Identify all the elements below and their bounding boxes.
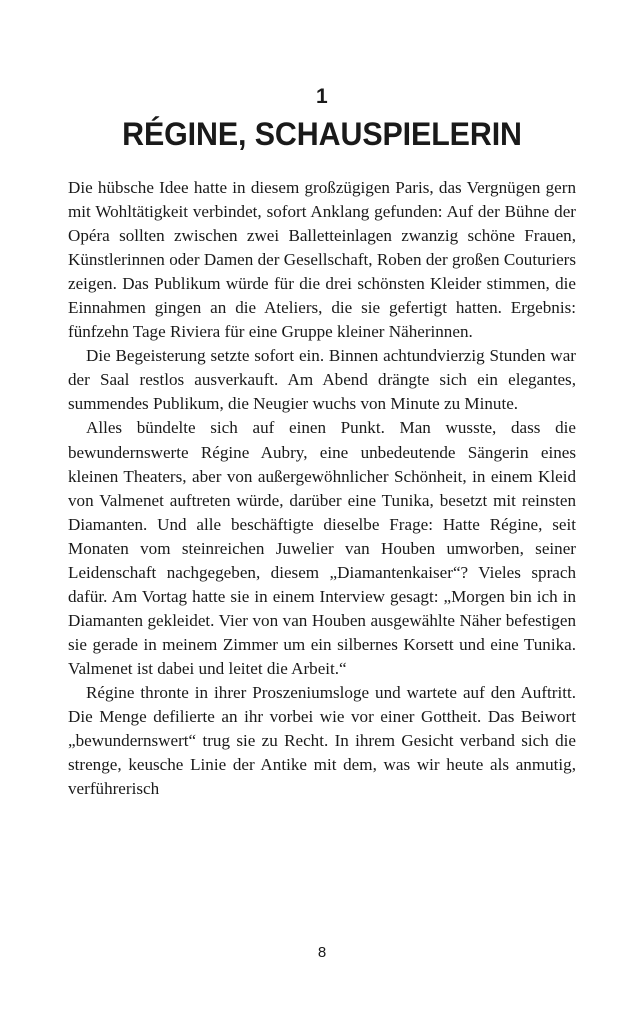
chapter-title: RÉGINE, SCHAUSPIELERIN bbox=[122, 116, 522, 152]
paragraph: Die hübsche Idee hatte in diesem großzügigen Paris, das Vergnügen gern mit Wohltätigkeit verbindet, sofort Anklang gefunden: Auf der Bühne der Opéra sollten zwischen zwei Balletteinlagen zwanzig schöne Frauen, Künstlerinnen oder Damen der Gesellschaft, Roben der großen Couturiers zeigen. Das Publikum würde für die drei schönsten Kleider stimmen, die Einnahmen gingen an die Ateliers, die sie gefertigt hatten. Ergebnis: fünfzehn Tage Riviera für eine Gruppe kleiner Näherinnen. bbox=[68, 178, 576, 342]
paragraph: Alles bündelte sich auf einen Punkt. Man wusste, dass die bewundernswerte Régine Aubry, eine unbedeutende Sängerin eines kleinen Theaters, aber von außergewöhnlicher Schönheit, in einem Kleid von Valmenet auftreten würde, darüber eine Tunika, besetzt mit reinsten Diamanten. Und alle beschäftigte dieselbe Frage: Hatte Régine, seit Monaten vom steinreichen Juwelier van Houben umworben, seiner Leidenschaft nachgegeben, diesem „Diamantenkaiser“? Vieles sprach dafür. Am Vortag hatte sie in einem Interview gesagt: „Morgen bin ich in Diamanten gekleidet. Vier von van Houben ausgewählte Näher befestigen sie gerade in meinem Zimmer um ein silbernes Korsett und eine Tunika. Valmenet ist dabei und leitet die Arbeit.“ bbox=[68, 418, 576, 678]
paragraph: Régine thronte in ihrer Proszeniumsloge und wartete auf den Auftritt. Die Menge defilierte an ihr vorbei wie vor einer Gottheit. Das Beiwort „bewundernswert“ trug sie zu Recht. In ihrem Gesicht verband sich die strenge, keusche Linie der Antike mit dem, was wir heute als anmutig, verführerisch bbox=[68, 682, 576, 799]
chapter-number: 1 bbox=[316, 85, 328, 108]
page-number: 8 bbox=[317, 944, 327, 961]
body-text bbox=[68, 176, 576, 801]
chapter-heading bbox=[0, 84, 644, 153]
paragraph: Die Begeisterung setzte sofort ein. Binnen achtundvierzig Stunden war der Saal restlos ausverkauft. Am Abend drängte sich ein elegantes, summendes Publikum, die Neugier wuchs von Minute zu Minute. bbox=[68, 346, 576, 414]
